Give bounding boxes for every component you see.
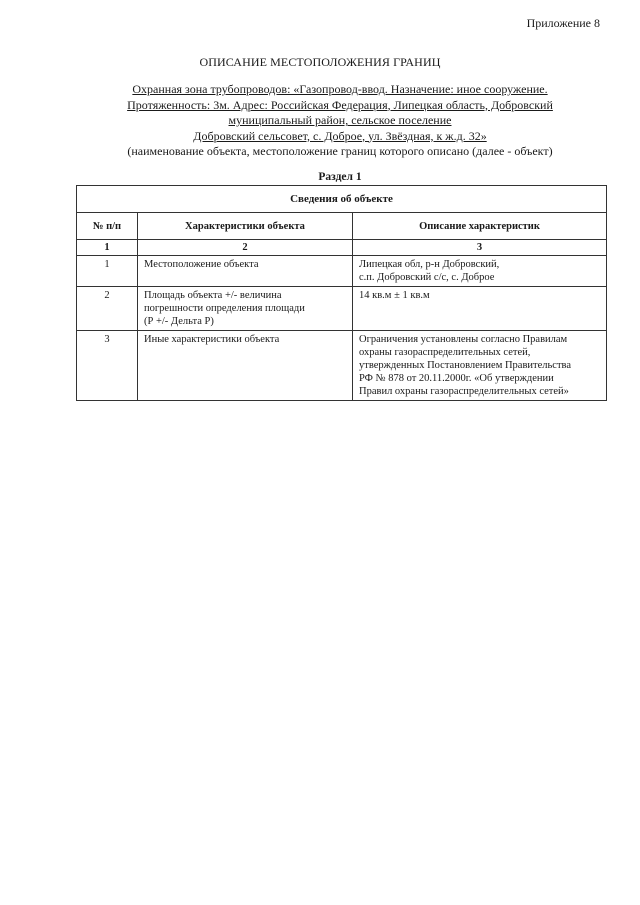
table-row	[77, 331, 607, 401]
object-line: Добровский сельсовет, с. Доброе, ул. Звёздная, к ж.д. 32»	[193, 128, 487, 143]
column-number: 3	[353, 240, 607, 256]
description-line: с.п. Добровский с/с, с. Доброе	[359, 272, 495, 283]
row-description	[353, 331, 607, 401]
description-line: охраны газораспределительных сетей,	[359, 347, 531, 358]
characteristic-line: (Р +/- Дельта Р)	[144, 316, 214, 327]
object-caption: (наименование объекта, местоположение границ которого описано (далее - объект)	[127, 144, 553, 158]
row-number: 3	[77, 331, 138, 401]
description-line: Правил охраны газораспределительных сетей»	[359, 386, 569, 397]
description-line: Ограничения установлены согласно Правилам	[359, 334, 568, 345]
object-line: муниципальный район, сельское поселение	[228, 113, 452, 127]
table-row	[77, 256, 607, 287]
column-header-number: № п/п	[77, 213, 138, 240]
column-number: 2	[138, 240, 353, 256]
description-line: РФ № 878 от 20.11.2000г. «Об утверждении	[359, 373, 554, 384]
table-row	[77, 287, 607, 331]
appendix-label: Приложение 8	[526, 16, 600, 30]
section-title: Раздел 1	[318, 171, 362, 183]
description-line: Липецкая обл, р-н Добровский,	[359, 259, 500, 270]
description-line: утвержденных Постановлением Правительства	[359, 360, 572, 371]
row-description	[353, 256, 607, 287]
column-number: 1	[77, 240, 138, 256]
document-title: ОПИСАНИЕ МЕСТОПОЛОЖЕНИЯ ГРАНИЦ	[199, 55, 441, 69]
row-characteristic: Иные характеристики объекта	[138, 331, 353, 401]
column-header-characteristic: Характеристики объекта	[138, 213, 353, 240]
row-characteristic: Местоположение объекта	[138, 256, 353, 287]
object-line: Охранная зона трубопроводов: «Газопровод-ввод. Назначение: иное сооружение.	[132, 82, 548, 96]
row-number: 1	[77, 256, 138, 287]
column-header-description: Описание характеристик	[353, 213, 607, 240]
column-number-row	[77, 240, 607, 256]
table-title: Сведения об объекте	[77, 186, 607, 213]
object-info-table	[76, 185, 607, 401]
object-line: Протяженность: 3м. Адрес: Российская Федерация, Липецкая область, Добровский	[127, 97, 553, 112]
characteristic-line: Площадь объекта +/- величина	[144, 290, 282, 301]
object-description	[60, 82, 620, 160]
row-description: 14 кв.м ± 1 кв.м	[353, 287, 607, 331]
row-characteristic	[138, 287, 353, 331]
row-number: 2	[77, 287, 138, 331]
characteristic-line: погрешности определения площади	[144, 303, 305, 314]
